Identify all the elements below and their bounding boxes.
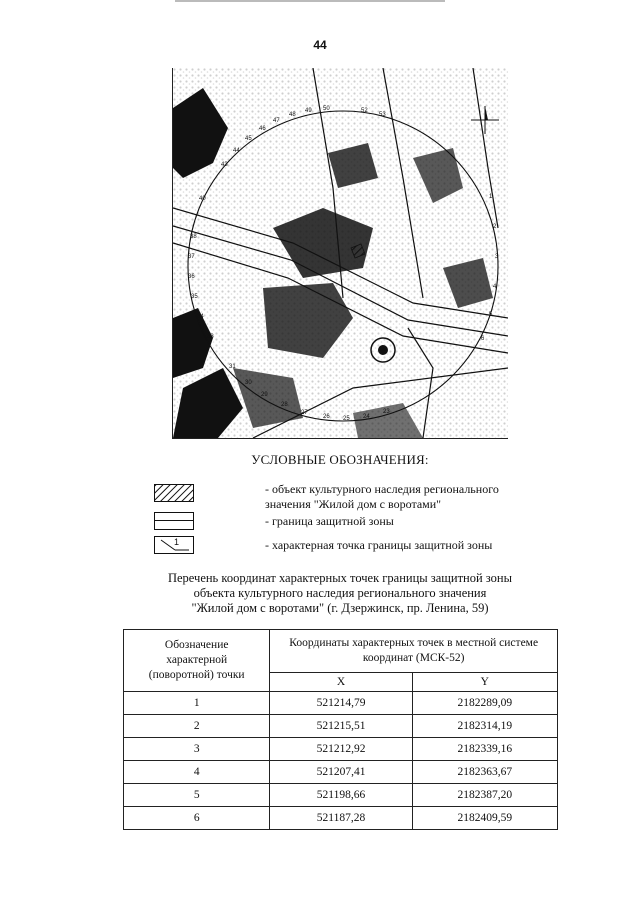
point-label: 6 <box>481 336 485 342</box>
caption-line-2: объекта культурного наследия регионального значения <box>193 586 487 600</box>
table-row <box>124 738 558 761</box>
point-label: 27 <box>301 410 308 416</box>
point-marker-label: 1 <box>174 537 180 547</box>
point-cell: 6 <box>124 807 270 830</box>
legend-boundary-text: - граница защитной зоны <box>265 514 394 528</box>
table-row <box>124 692 558 715</box>
point-label: 5 <box>489 312 493 318</box>
table-row <box>124 761 558 784</box>
x-cell: 521215,51 <box>270 715 412 738</box>
y-column-header: Y <box>412 673 557 692</box>
y-cell: 2182363,67 <box>412 761 557 784</box>
y-cell: 2182339,16 <box>412 738 557 761</box>
point-label: 40 <box>199 196 206 202</box>
hatched-heritage-object-icon <box>154 484 194 502</box>
page-number: 44 <box>313 38 327 52</box>
legend-title: УСЛОВНЫЕ ОБОЗНАЧЕНИЯ: <box>251 452 429 467</box>
coordinates-table <box>123 629 558 830</box>
x-cell: 521214,79 <box>270 692 412 715</box>
point-label: 37 <box>188 254 195 260</box>
zone-boundary-line-icon <box>154 512 194 530</box>
y-cell: 2182289,09 <box>412 692 557 715</box>
col-point-header <box>124 630 270 692</box>
x-cell: 521207,41 <box>270 761 412 784</box>
col-point-header-line1: Обозначение <box>164 639 229 651</box>
point-label: 47 <box>273 118 280 124</box>
point-label: 24 <box>363 414 370 420</box>
point-label: 49 <box>305 108 312 114</box>
col-point-header-line2: характерной <box>166 654 228 666</box>
legend-heritage-text <box>265 482 499 512</box>
point-label: 43 <box>221 162 228 168</box>
point-label: 35 <box>191 294 198 300</box>
point-label: 44 <box>233 148 240 154</box>
table-row <box>124 784 558 807</box>
point-cell: 2 <box>124 715 270 738</box>
point-label: 1 <box>489 194 493 200</box>
point-cell: 4 <box>124 761 270 784</box>
point-label: 3 <box>495 254 499 260</box>
x-cell: 521198,66 <box>270 784 412 807</box>
point-label: 29 <box>261 392 268 398</box>
boundary-line <box>155 520 193 521</box>
point-label: 4 <box>493 284 497 290</box>
point-label: 28 <box>281 402 288 408</box>
zone-map <box>172 68 508 439</box>
y-cell: 2182387,20 <box>412 784 557 807</box>
point-label: 53 <box>379 112 386 118</box>
col-point-header-line3: (поворотной) точки <box>148 669 245 681</box>
zone-map-drawing <box>173 68 508 438</box>
x-cell: 521187,28 <box>270 807 412 830</box>
point-cell: 3 <box>124 738 270 761</box>
coordinate-system-header <box>270 630 558 673</box>
page-top-edge-line <box>175 0 445 2</box>
point-label: 50 <box>323 106 330 112</box>
point-label: 38 <box>190 234 197 240</box>
x-column-header: X <box>270 673 412 692</box>
point-label: 26 <box>323 414 330 420</box>
roundabout-center <box>378 345 388 355</box>
point-label: 25 <box>343 416 350 422</box>
point-label: 34 <box>197 314 204 320</box>
point-label: 2 <box>493 224 497 230</box>
coordinate-system-header-line1: Координаты характерных точек в местной системе <box>289 637 539 649</box>
legend-heritage-line1: - объект культурного наследия регионального <box>265 482 499 496</box>
hatch-pattern <box>155 485 193 501</box>
table-row <box>124 715 558 738</box>
coordinate-system-header-line2: координат (МСК-52) <box>362 652 465 664</box>
caption-line-1: Перечень координат характерных точек границы защитной зоны <box>167 571 513 585</box>
point-label: 52 <box>361 108 368 114</box>
point-label: 36 <box>188 274 195 280</box>
y-cell: 2182314,19 <box>412 715 557 738</box>
point-cell: 1 <box>124 692 270 715</box>
characteristic-point-marker-icon <box>154 536 194 554</box>
point-label: 45 <box>245 136 252 142</box>
point-label: 23 <box>383 409 390 415</box>
legend-heritage-line2: значения "Жилой дом с воротами" <box>265 497 442 511</box>
point-label: 46 <box>259 126 266 132</box>
point-label: 33 <box>207 334 214 340</box>
x-cell: 521212,92 <box>270 738 412 761</box>
legend-point-text: - характерная точка границы защитной зоны <box>265 538 493 552</box>
caption-line-3: "Жилой дом с воротами" (г. Дзержинск, пр. Ленина, 59) <box>191 601 489 615</box>
y-cell: 2182409,59 <box>412 807 557 830</box>
point-label: 31 <box>229 364 236 370</box>
table-row <box>124 807 558 830</box>
point-label: 30 <box>245 380 252 386</box>
point-cell: 5 <box>124 784 270 807</box>
point-label: 48 <box>289 112 296 118</box>
